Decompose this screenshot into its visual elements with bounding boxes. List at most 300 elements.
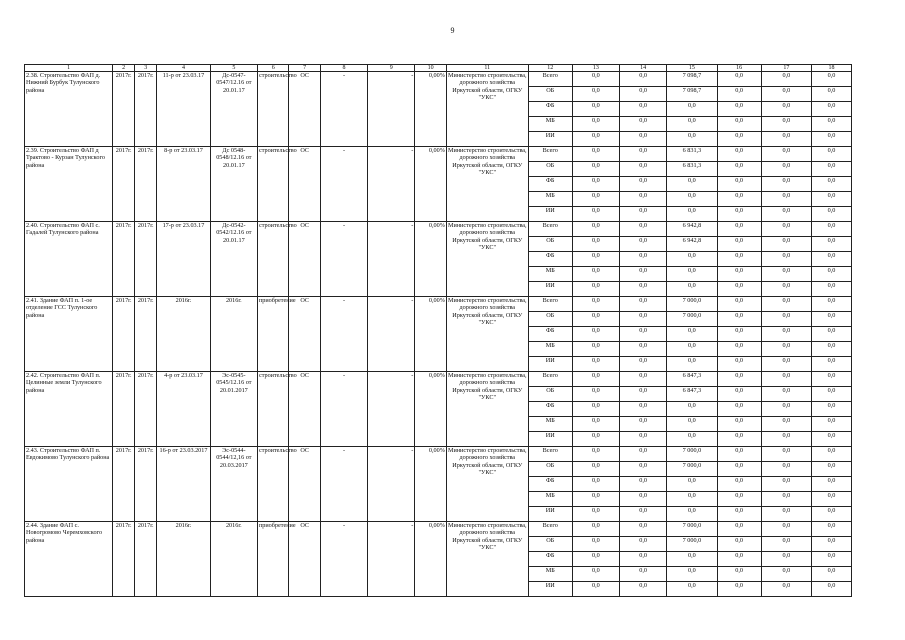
column-9-value: - <box>368 522 415 597</box>
amount-cell: 0,0 <box>717 327 761 342</box>
asset-type: ОС <box>289 222 320 297</box>
amount-cell: 0,0 <box>761 582 811 597</box>
amount-cell: 0,0 <box>667 252 717 267</box>
amount-cell: 7 000,0 <box>667 447 717 462</box>
funding-source: ФБ <box>528 102 572 117</box>
funding-source: ФБ <box>528 252 572 267</box>
column-number-header: 17 <box>761 65 811 72</box>
amount-cell: 0,0 <box>717 177 761 192</box>
amount-cell: 0,0 <box>812 72 852 87</box>
amount-cell: 0,0 <box>620 132 667 147</box>
table-row <box>25 222 852 237</box>
completion-percent: 0,00% <box>415 297 446 372</box>
amount-cell: 0,0 <box>717 537 761 552</box>
amount-cell: 0,0 <box>812 492 852 507</box>
work-type: строительство <box>257 222 288 297</box>
amount-cell: 0,0 <box>761 387 811 402</box>
funding-source: ФБ <box>528 402 572 417</box>
amount-cell: 0,0 <box>717 87 761 102</box>
amount-cell: 0,0 <box>620 147 667 162</box>
amount-cell: 7 000,0 <box>667 462 717 477</box>
amount-cell: 0,0 <box>572 567 619 582</box>
column-number-header: 14 <box>620 65 667 72</box>
table-row <box>25 372 852 387</box>
amount-cell: 0,0 <box>761 432 811 447</box>
funding-source: ОБ <box>528 462 572 477</box>
amount-cell: 0,0 <box>572 312 619 327</box>
start-year: 2017г. <box>113 72 135 147</box>
funding-source: МБ <box>528 267 572 282</box>
completion-percent: 0,00% <box>415 72 446 147</box>
funding-source: ИИ <box>528 207 572 222</box>
amount-cell: 0,0 <box>572 72 619 87</box>
asset-type: ОС <box>289 447 320 522</box>
column-8-value: - <box>320 522 367 597</box>
amount-cell: 0,0 <box>572 237 619 252</box>
asset-type: ОС <box>289 72 320 147</box>
funding-source: ОБ <box>528 312 572 327</box>
amount-cell: 0,0 <box>572 117 619 132</box>
object-name: 2.38. Строительство ФАП д. Нижний Бурбук Тулунского района <box>25 72 113 147</box>
completion-percent: 0,00% <box>415 447 446 522</box>
table-row <box>25 72 852 87</box>
column-9-value: - <box>368 297 415 372</box>
table-row <box>25 147 852 162</box>
amount-cell: 0,0 <box>667 102 717 117</box>
column-number-header: 4 <box>157 65 211 72</box>
amount-cell: 0,0 <box>572 492 619 507</box>
amount-cell: 0,0 <box>761 477 811 492</box>
responsible-organization: Министерство строительства, дорожного хозяйства Иркутской области, ОГКУ "УКС" <box>446 372 528 447</box>
amount-cell: 0,0 <box>812 177 852 192</box>
funding-source: ОБ <box>528 537 572 552</box>
amount-cell: 0,0 <box>620 252 667 267</box>
amount-cell: 0,0 <box>761 552 811 567</box>
amount-cell: 0,0 <box>620 297 667 312</box>
contract-number: Дс-0542-0542/12.16 от 20.01.17 <box>210 222 257 297</box>
amount-cell: 0,0 <box>717 237 761 252</box>
amount-cell: 0,0 <box>620 342 667 357</box>
completion-percent: 0,00% <box>415 147 446 222</box>
object-name: 2.40. Строительство ФАП с. Гадалей Тулунского района <box>25 222 113 297</box>
funding-source: МБ <box>528 342 572 357</box>
amount-cell: 0,0 <box>572 477 619 492</box>
amount-cell: 0,0 <box>812 387 852 402</box>
amount-cell: 0,0 <box>761 357 811 372</box>
funding-source: Всего <box>528 297 572 312</box>
amount-cell: 0,0 <box>717 342 761 357</box>
amount-cell: 0,0 <box>717 387 761 402</box>
funding-source: Всего <box>528 522 572 537</box>
amount-cell: 0,0 <box>667 402 717 417</box>
funding-source: ИИ <box>528 432 572 447</box>
column-number-header: 10 <box>415 65 446 72</box>
amount-cell: 0,0 <box>667 117 717 132</box>
amount-cell: 6 831,3 <box>667 162 717 177</box>
amount-cell: 0,0 <box>717 252 761 267</box>
column-9-value: - <box>368 372 415 447</box>
amount-cell: 0,0 <box>761 312 811 327</box>
amount-cell: 0,0 <box>572 342 619 357</box>
amount-cell: 0,0 <box>717 552 761 567</box>
work-type: строительство <box>257 447 288 522</box>
amount-cell: 7 000,0 <box>667 297 717 312</box>
amount-cell: 0,0 <box>761 447 811 462</box>
amount-cell: 7 000,0 <box>667 522 717 537</box>
funding-source: МБ <box>528 117 572 132</box>
amount-cell: 6 942,8 <box>667 222 717 237</box>
amount-cell: 0,0 <box>812 357 852 372</box>
amount-cell: 0,0 <box>761 147 811 162</box>
amount-cell: 0,0 <box>717 462 761 477</box>
amount-cell: 0,0 <box>620 267 667 282</box>
amount-cell: 0,0 <box>620 417 667 432</box>
amount-cell: 0,0 <box>761 102 811 117</box>
amount-cell: 0,0 <box>761 507 811 522</box>
completion-percent: 0,00% <box>415 372 446 447</box>
amount-cell: 0,0 <box>667 177 717 192</box>
amount-cell: 0,0 <box>717 492 761 507</box>
column-number-header: 6 <box>257 65 288 72</box>
responsible-organization: Министерство строительства, дорожного хозяйства Иркутской области, ОГКУ "УКС" <box>446 72 528 147</box>
amount-cell: 0,0 <box>761 237 811 252</box>
amount-cell: 0,0 <box>717 312 761 327</box>
asset-type: ОС <box>289 522 320 597</box>
amount-cell: 0,0 <box>717 357 761 372</box>
contract-number: Дс 0548-0548/12.16 от 20.01.17 <box>210 147 257 222</box>
contract-number: Дс-0547-0547/12.16 от 20.01.17 <box>210 72 257 147</box>
column-8-value: - <box>320 447 367 522</box>
work-type: приобретение <box>257 522 288 597</box>
funding-source: ИИ <box>528 582 572 597</box>
amount-cell: 0,0 <box>667 282 717 297</box>
funding-source: ИИ <box>528 357 572 372</box>
amount-cell: 0,0 <box>620 582 667 597</box>
column-number-header: 11 <box>446 65 528 72</box>
object-name: 2.41. Здание ФАП п. 1-ое отделение ГСС Тулунского района <box>25 297 113 372</box>
start-year: 2017г. <box>113 147 135 222</box>
amount-cell: 0,0 <box>572 357 619 372</box>
amount-cell: 0,0 <box>717 582 761 597</box>
column-8-value: - <box>320 297 367 372</box>
amount-cell: 0,0 <box>812 297 852 312</box>
amount-cell: 0,0 <box>812 162 852 177</box>
amount-cell: 0,0 <box>667 492 717 507</box>
end-year: 2017г. <box>135 372 157 447</box>
funding-source: Всего <box>528 147 572 162</box>
amount-cell: 0,0 <box>620 432 667 447</box>
responsible-organization: Министерство строительства, дорожного хозяйства Иркутской области, ОГКУ "УКС" <box>446 522 528 597</box>
amount-cell: 0,0 <box>620 402 667 417</box>
contract-number: 2016г. <box>210 297 257 372</box>
order-number: 2016г. <box>157 522 211 597</box>
amount-cell: 0,0 <box>667 207 717 222</box>
amount-cell: 0,0 <box>812 312 852 327</box>
column-8-value: - <box>320 372 367 447</box>
column-number-header: 12 <box>528 65 572 72</box>
data-table <box>24 64 852 597</box>
amount-cell: 0,0 <box>717 192 761 207</box>
column-9-value: - <box>368 222 415 297</box>
amount-cell: 0,0 <box>717 267 761 282</box>
amount-cell: 0,0 <box>717 522 761 537</box>
amount-cell: 0,0 <box>667 327 717 342</box>
amount-cell: 0,0 <box>717 147 761 162</box>
amount-cell: 0,0 <box>717 567 761 582</box>
start-year: 2017г. <box>113 522 135 597</box>
amount-cell: 0,0 <box>812 282 852 297</box>
end-year: 2017г. <box>135 297 157 372</box>
amount-cell: 0,0 <box>572 402 619 417</box>
amount-cell: 0,0 <box>717 162 761 177</box>
amount-cell: 0,0 <box>620 207 667 222</box>
object-name: 2.44. Здание ФАП с. Новогромово Черемховского района <box>25 522 113 597</box>
contract-number: Эс-0544-0544/12,16 от 20.03.2017 <box>210 447 257 522</box>
funding-source: Всего <box>528 72 572 87</box>
amount-cell: 0,0 <box>812 372 852 387</box>
funding-source: ИИ <box>528 282 572 297</box>
order-number: 4-р от 23.03.17 <box>157 372 211 447</box>
amount-cell: 0,0 <box>620 327 667 342</box>
amount-cell: 0,0 <box>761 252 811 267</box>
amount-cell: 0,0 <box>812 102 852 117</box>
column-number-header: 5 <box>210 65 257 72</box>
amount-cell: 0,0 <box>572 447 619 462</box>
amount-cell: 0,0 <box>812 477 852 492</box>
amount-cell: 0,0 <box>717 132 761 147</box>
contract-number: Эс-0545-0545/12.16 от 20.01.2017 <box>210 372 257 447</box>
amount-cell: 0,0 <box>812 462 852 477</box>
amount-cell: 0,0 <box>761 177 811 192</box>
amount-cell: 0,0 <box>620 162 667 177</box>
completion-percent: 0,00% <box>415 522 446 597</box>
work-type: строительство <box>257 372 288 447</box>
amount-cell: 0,0 <box>620 87 667 102</box>
amount-cell: 0,0 <box>761 267 811 282</box>
amount-cell: 0,0 <box>572 462 619 477</box>
amount-cell: 0,0 <box>620 117 667 132</box>
amount-cell: 0,0 <box>717 447 761 462</box>
column-number-header: 16 <box>717 65 761 72</box>
amount-cell: 0,0 <box>620 192 667 207</box>
start-year: 2017г. <box>113 222 135 297</box>
start-year: 2017г. <box>113 297 135 372</box>
amount-cell: 0,0 <box>620 552 667 567</box>
amount-cell: 0,0 <box>667 342 717 357</box>
amount-cell: 7 000,0 <box>667 312 717 327</box>
amount-cell: 0,0 <box>812 237 852 252</box>
column-number-header: 2 <box>113 65 135 72</box>
amount-cell: 0,0 <box>812 507 852 522</box>
responsible-organization: Министерство строительства, дорожного хозяйства Иркутской области, ОГКУ "УКС" <box>446 297 528 372</box>
amount-cell: 0,0 <box>620 357 667 372</box>
order-number: 11-р от 23.03.17 <box>157 72 211 147</box>
amount-cell: 0,0 <box>620 372 667 387</box>
amount-cell: 0,0 <box>717 417 761 432</box>
amount-cell: 0,0 <box>717 297 761 312</box>
amount-cell: 0,0 <box>572 372 619 387</box>
amount-cell: 0,0 <box>620 537 667 552</box>
amount-cell: 0,0 <box>667 432 717 447</box>
amount-cell: 0,0 <box>667 552 717 567</box>
amount-cell: 0,0 <box>667 582 717 597</box>
object-name: 2.43. Строительство ФАП п. Евдокимово Тулунского района <box>25 447 113 522</box>
amount-cell: 0,0 <box>812 447 852 462</box>
page-number: 9 <box>450 26 455 35</box>
funding-source: ФБ <box>528 177 572 192</box>
amount-cell: 0,0 <box>717 207 761 222</box>
amount-cell: 0,0 <box>572 222 619 237</box>
amount-cell: 0,0 <box>761 132 811 147</box>
amount-cell: 0,0 <box>812 87 852 102</box>
column-number-header: 15 <box>667 65 717 72</box>
asset-type: ОС <box>289 147 320 222</box>
funding-source: ОБ <box>528 387 572 402</box>
column-number-header: 8 <box>320 65 367 72</box>
amount-cell: 0,0 <box>717 402 761 417</box>
amount-cell: 0,0 <box>620 72 667 87</box>
amount-cell: 0,0 <box>572 507 619 522</box>
amount-cell: 0,0 <box>667 192 717 207</box>
amount-cell: 0,0 <box>620 447 667 462</box>
amount-cell: 6 847,3 <box>667 372 717 387</box>
amount-cell: 7 000,0 <box>667 537 717 552</box>
work-type: строительство <box>257 147 288 222</box>
amount-cell: 0,0 <box>761 297 811 312</box>
funding-source: ИИ <box>528 132 572 147</box>
amount-cell: 0,0 <box>572 252 619 267</box>
amount-cell: 0,0 <box>761 222 811 237</box>
amount-cell: 0,0 <box>717 372 761 387</box>
funding-source: ФБ <box>528 552 572 567</box>
amount-cell: 0,0 <box>761 402 811 417</box>
amount-cell: 0,0 <box>812 432 852 447</box>
amount-cell: 0,0 <box>620 102 667 117</box>
column-9-value: - <box>368 72 415 147</box>
amount-cell: 0,0 <box>812 537 852 552</box>
amount-cell: 0,0 <box>761 567 811 582</box>
amount-cell: 0,0 <box>667 267 717 282</box>
amount-cell: 0,0 <box>667 357 717 372</box>
funding-source: ФБ <box>528 327 572 342</box>
amount-cell: 0,0 <box>761 462 811 477</box>
amount-cell: 0,0 <box>620 522 667 537</box>
amount-cell: 0,0 <box>812 267 852 282</box>
amount-cell: 0,0 <box>761 342 811 357</box>
amount-cell: 0,0 <box>761 162 811 177</box>
amount-cell: 0,0 <box>812 417 852 432</box>
amount-cell: 0,0 <box>620 237 667 252</box>
amount-cell: 0,0 <box>812 552 852 567</box>
amount-cell: 0,0 <box>667 507 717 522</box>
amount-cell: 0,0 <box>761 372 811 387</box>
amount-cell: 0,0 <box>620 507 667 522</box>
amount-cell: 0,0 <box>620 492 667 507</box>
funding-source: ИИ <box>528 507 572 522</box>
start-year: 2017г. <box>113 447 135 522</box>
amount-cell: 0,0 <box>717 222 761 237</box>
amount-cell: 0,0 <box>717 477 761 492</box>
amount-cell: 0,0 <box>812 222 852 237</box>
amount-cell: 0,0 <box>761 72 811 87</box>
funding-source: ОБ <box>528 162 572 177</box>
amount-cell: 0,0 <box>572 147 619 162</box>
amount-cell: 0,0 <box>812 582 852 597</box>
amount-cell: 6 847,3 <box>667 387 717 402</box>
amount-cell: 0,0 <box>620 387 667 402</box>
column-9-value: - <box>368 447 415 522</box>
amount-cell: 0,0 <box>761 207 811 222</box>
responsible-organization: Министерство строительства, дорожного хозяйства Иркутской области, ОГКУ "УКС" <box>446 447 528 522</box>
amount-cell: 0,0 <box>572 387 619 402</box>
end-year: 2017г. <box>135 222 157 297</box>
end-year: 2017г. <box>135 522 157 597</box>
amount-cell: 0,0 <box>572 207 619 222</box>
amount-cell: 0,0 <box>761 87 811 102</box>
amount-cell: 0,0 <box>667 132 717 147</box>
amount-cell: 0,0 <box>761 522 811 537</box>
start-year: 2017г. <box>113 372 135 447</box>
amount-cell: 0,0 <box>572 192 619 207</box>
column-number-header: 9 <box>368 65 415 72</box>
column-number-header: 1 <box>25 65 113 72</box>
amount-cell: 0,0 <box>572 417 619 432</box>
amount-cell: 0,0 <box>717 102 761 117</box>
amount-cell: 0,0 <box>812 252 852 267</box>
end-year: 2017г. <box>135 72 157 147</box>
responsible-organization: Министерство строительства, дорожного хозяйства Иркутской области, ОГКУ "УКС" <box>446 147 528 222</box>
column-8-value: - <box>320 222 367 297</box>
amount-cell: 0,0 <box>667 477 717 492</box>
column-number-header: 13 <box>572 65 619 72</box>
funding-source: МБ <box>528 192 572 207</box>
table-row <box>25 522 852 537</box>
amount-cell: 0,0 <box>812 567 852 582</box>
amount-cell: 0,0 <box>761 327 811 342</box>
table-row <box>25 447 852 462</box>
amount-cell: 0,0 <box>717 432 761 447</box>
amount-cell: 0,0 <box>717 282 761 297</box>
funding-source: Всего <box>528 447 572 462</box>
amount-cell: 0,0 <box>812 147 852 162</box>
amount-cell: 0,0 <box>812 192 852 207</box>
funding-source: Всего <box>528 222 572 237</box>
amount-cell: 0,0 <box>812 132 852 147</box>
amount-cell: 0,0 <box>620 462 667 477</box>
amount-cell: 0,0 <box>761 537 811 552</box>
amount-cell: 0,0 <box>761 282 811 297</box>
amount-cell: 6 831,3 <box>667 147 717 162</box>
amount-cell: 0,0 <box>572 537 619 552</box>
amount-cell: 0,0 <box>572 132 619 147</box>
amount-cell: 0,0 <box>812 327 852 342</box>
amount-cell: 0,0 <box>812 207 852 222</box>
header-row <box>25 65 852 72</box>
end-year: 2017г. <box>135 447 157 522</box>
amount-cell: 0,0 <box>572 327 619 342</box>
amount-cell: 0,0 <box>572 522 619 537</box>
responsible-organization: Министерство строительства, дорожного хозяйства Иркутской области, ОГКУ "УКС" <box>446 222 528 297</box>
amount-cell: 0,0 <box>667 417 717 432</box>
amount-cell: 6 942,8 <box>667 237 717 252</box>
amount-cell: 0,0 <box>812 402 852 417</box>
amount-cell: 0,0 <box>620 312 667 327</box>
funding-source: МБ <box>528 567 572 582</box>
amount-cell: 0,0 <box>761 117 811 132</box>
funding-source: ОБ <box>528 237 572 252</box>
funding-source: ФБ <box>528 477 572 492</box>
work-type: строительство <box>257 72 288 147</box>
